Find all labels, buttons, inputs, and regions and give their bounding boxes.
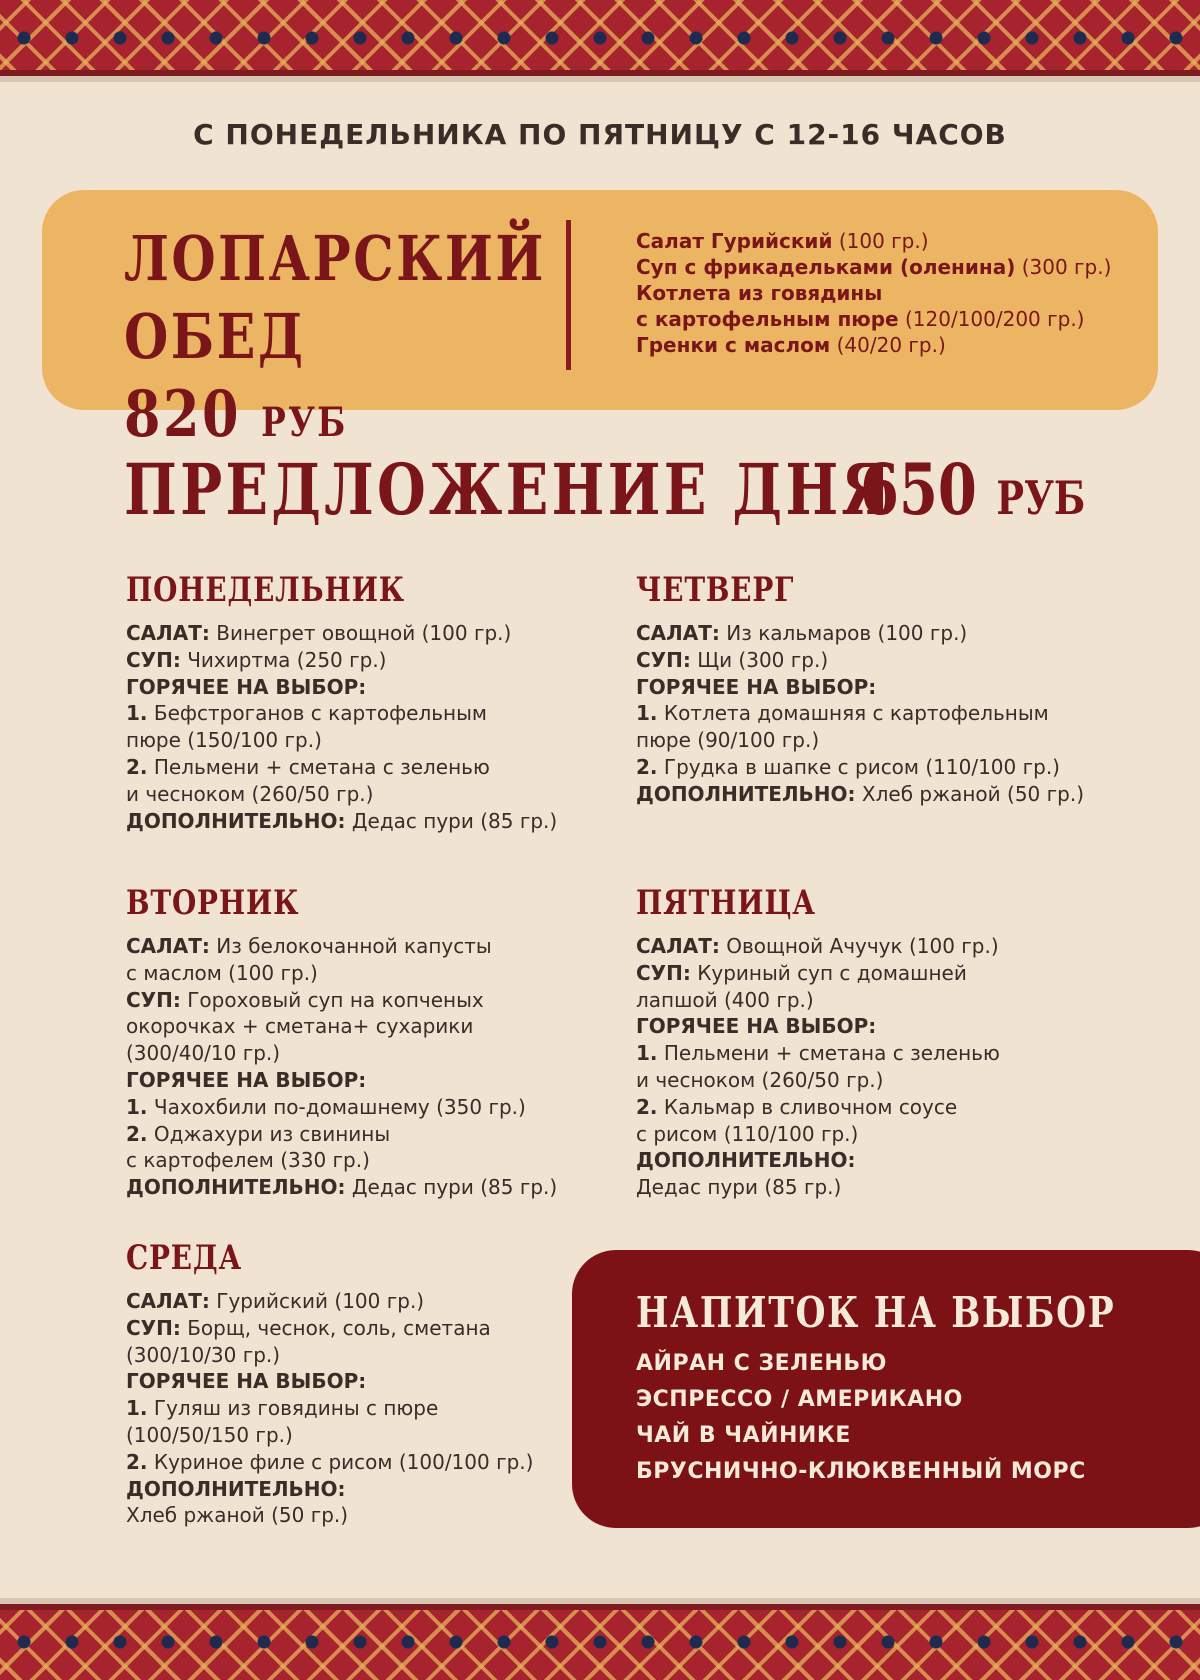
day-menu: САЛАТ: Из кальмаров (100 гр.) СУП: Щи (300 гр.) ГОРЯЧЕЕ НА ВЫБОР: 1. Котлета домашняя с картофельным пюре (90/100 гр.) 2. Грудка в шапке с рисом (110/100 гр.) ДОПОЛНИТЕЛЬНО: Хлеб ржаной (50 гр.): [636, 621, 1084, 806]
lunch-title-line1: ЛОПАРСКИЙ: [124, 222, 546, 295]
lunch-item: с картофельным пюре (120/100/200 гр.): [636, 307, 1085, 331]
schedule-header: С ПОНЕДЕЛЬНИКА ПО ПЯТНИЦУ С 12-16 ЧАСОВ: [193, 118, 1007, 151]
offer-currency: РУБ: [996, 471, 1086, 525]
drink-item: ЧАЙ В ЧАЙНИКЕ: [636, 1423, 851, 1448]
drink-item: АЙРАН С ЗЕЛЕНЬЮ: [636, 1351, 887, 1376]
day-menu: САЛАТ: Гурийский (100 гр.) СУП: Борщ, чеснок, соль, сметана (300/10/30 гр.) ГОРЯЧЕЕ НА ВЫБОР: 1. Гуляш из говядины с пюре (100/50/150 гр.) 2. Куриное филе с рисом (100/100 гр.) ДОПОЛНИТЕЛЬНО: Хлеб ржаной (50 гр.): [126, 1289, 534, 1528]
day-wednesday: [126, 1238, 533, 1529]
lunch-offer-box: [42, 190, 1158, 452]
lunch-item: Салат Гурийский (100 гр.): [636, 229, 929, 253]
day-menu: САЛАТ: Овощной Ачучук (100 гр.) СУП: Куриный суп с домашней лапшой (400 гр.) ГОРЯЧЕЕ НА ВЫБОР: 1. Пельмени + сметана с зеленью и чесноком (260/50 гр.) 2. Кальмар в сливочном соусе с рисом (110/100 гр.) ДОПОЛНИТЕЛЬНО: Дедас пури (85 гр.): [636, 934, 1000, 1200]
day-tuesday: [126, 883, 557, 1201]
day-thursday: [636, 570, 1084, 808]
day-title: ПЯТНИЦА: [636, 883, 816, 923]
ornament-border-top: [0, 0, 1200, 76]
day-title: ЧЕТВЕРГ: [636, 570, 795, 610]
lunch-item: Суп с фрикадельками (оленина) (300 гр.): [636, 255, 1112, 279]
day-friday: [636, 883, 1000, 1201]
drinks-box: [572, 1250, 1200, 1528]
lunch-currency: РУБ: [261, 399, 348, 446]
day-title: ПОНЕДЕЛЬНИК: [126, 570, 405, 610]
drinks-title: НАПИТОК НА ВЫБОР: [636, 1288, 1116, 1337]
day-title: СРЕДА: [126, 1238, 243, 1278]
day-menu: САЛАТ: Винегрет овощной (100 гр.) СУП: Чихиртма (250 гр.) ГОРЯЧЕЕ НА ВЫБОР: 1. Бефстроганов с картофельным пюре (150/100 гр.) 2. Пельмени + сметана с зеленью и чесноком (260/50 гр.) ДОПОЛНИТЕЛЬНО: Дедас пури (85 гр.): [126, 621, 558, 833]
drinks-list: [636, 1346, 1086, 1490]
drink-item: ЭСПРЕССО / АМЕРИКАНО: [636, 1387, 963, 1412]
lunch-item: Котлета из говядины: [636, 281, 883, 305]
offer-price-value: 650: [860, 448, 977, 531]
lunch-divider: [566, 220, 571, 370]
offer-price: [860, 448, 1085, 531]
lunch-price: 820: [124, 377, 241, 452]
day-monday: [126, 570, 557, 834]
lunch-title-line2: [124, 298, 452, 462]
day-menu: САЛАТ: Из белокочанной капусты с маслом (100 гр.) СУП: Гороховый суп на копченых окорочках + сметана+ сухарики (300/40/10 гр.) ГОРЯЧЕЕ НА ВЫБОР: 1. Чахохбили по-домашнему (350 гр.) 2. Оджахури из свинины с картофелем (330 гр.) ДОПОЛНИТЕЛЬНО: Дедас пури (85 гр.): [126, 934, 558, 1200]
drink-item: БРУСНИЧНО-КЛЮКВЕННЫЙ МОРС: [636, 1459, 1086, 1484]
lunch-title: [124, 220, 546, 462]
day-title: ВТОРНИК: [126, 883, 300, 923]
lunch-items: [636, 228, 1111, 358]
lunch-item: Гренки с маслом (40/20 гр.): [636, 333, 946, 357]
ornament-border-bottom: [0, 1604, 1200, 1680]
lunch-title-word: ОБЕД: [124, 300, 306, 373]
offer-of-day-title: ПРЕДЛОЖЕНИЕ ДНЯ: [124, 448, 895, 531]
